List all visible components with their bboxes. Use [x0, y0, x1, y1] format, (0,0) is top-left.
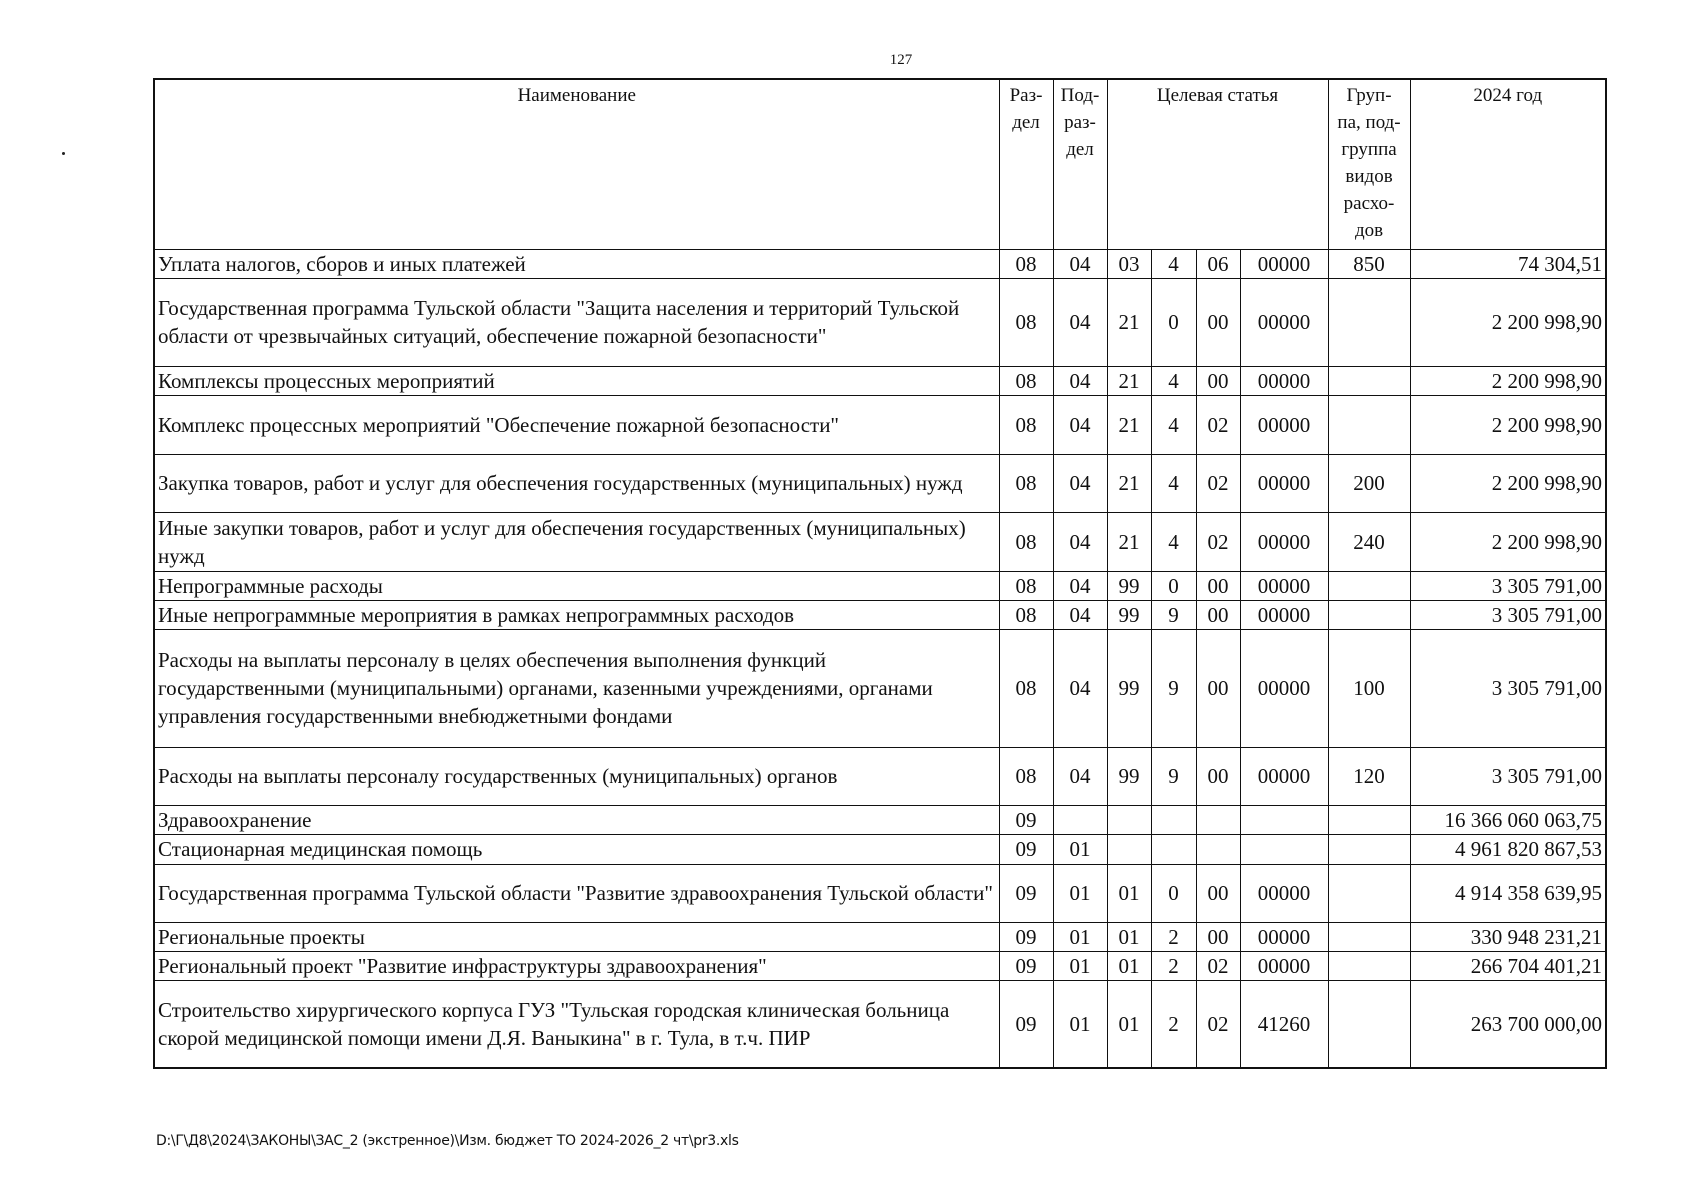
section-code: 09 [999, 951, 1053, 980]
event-code: 02 [1196, 512, 1240, 571]
subsection-code: 01 [1053, 864, 1107, 922]
table-row [154, 629, 1606, 747]
subsection-code: 04 [1053, 512, 1107, 571]
program-code: 21 [1107, 278, 1151, 366]
amount-2024: 3 305 791,00 [1410, 629, 1606, 747]
section-code: 08 [999, 512, 1053, 571]
program-code: 01 [1107, 864, 1151, 922]
row-name: Иные непрограммные мероприятия в рамках непрограммных расходов [154, 600, 999, 629]
event-code: 00 [1196, 600, 1240, 629]
program-code [1107, 805, 1151, 834]
row-name: Комплексы процессных мероприятий [154, 366, 999, 395]
row-name: Закупка товаров, работ и услуг для обеспечения государственных (муниципальных) нужд [154, 454, 999, 512]
direction-code: 00000 [1240, 747, 1328, 805]
table-row [154, 747, 1606, 805]
expense-group-code [1328, 600, 1410, 629]
section-code: 08 [999, 366, 1053, 395]
subsection-code: 04 [1053, 571, 1107, 600]
expense-group-code [1328, 922, 1410, 951]
direction-code: 41260 [1240, 980, 1328, 1068]
event-code: 02 [1196, 980, 1240, 1068]
header-subsection: Под- раз- дел [1053, 79, 1107, 249]
section-code: 09 [999, 980, 1053, 1068]
header-expense-group: Груп- па, под- группа видов расхо- дов [1328, 79, 1410, 249]
table-row [154, 395, 1606, 454]
table-row [154, 278, 1606, 366]
subprogram-code: 9 [1151, 747, 1196, 805]
subprogram-code: 0 [1151, 278, 1196, 366]
expense-group-code [1328, 980, 1410, 1068]
program-code: 01 [1107, 922, 1151, 951]
direction-code: 00000 [1240, 571, 1328, 600]
direction-code: 00000 [1240, 395, 1328, 454]
amount-2024: 4 914 358 639,95 [1410, 864, 1606, 922]
table-body [154, 249, 1606, 1068]
subsection-code: 04 [1053, 629, 1107, 747]
direction-code: 00000 [1240, 512, 1328, 571]
footer-file-path: D:\Г\Д8\2024\ЗАКОНЫ\ЗАС_2 (экстренное)\Изм. бюджет ТО 2024-2026_2 чт\pr3.xls [156, 1133, 739, 1149]
subsection-code: 01 [1053, 980, 1107, 1068]
event-code: 00 [1196, 629, 1240, 747]
event-code: 00 [1196, 922, 1240, 951]
subsection-code: 04 [1053, 366, 1107, 395]
table-row [154, 571, 1606, 600]
table-row [154, 366, 1606, 395]
header-name: Наименование [154, 79, 999, 249]
table-row [154, 951, 1606, 980]
amount-2024: 4 961 820 867,53 [1410, 834, 1606, 864]
program-code: 03 [1107, 249, 1151, 278]
section-code: 09 [999, 834, 1053, 864]
direction-code: 00000 [1240, 922, 1328, 951]
direction-code: 00000 [1240, 600, 1328, 629]
amount-2024: 330 948 231,21 [1410, 922, 1606, 951]
section-code: 08 [999, 454, 1053, 512]
amount-2024: 16 366 060 063,75 [1410, 805, 1606, 834]
subsection-code: 01 [1053, 834, 1107, 864]
section-code: 08 [999, 747, 1053, 805]
subsection-code: 04 [1053, 395, 1107, 454]
section-code: 08 [999, 249, 1053, 278]
subprogram-code: 9 [1151, 600, 1196, 629]
row-name: Стационарная медицинская помощь [154, 834, 999, 864]
row-name: Строительство хирургического корпуса ГУЗ "Тульская городская клиническая больница скорой медицинской помощи имени Д.Я. Ваныкина" в г. Тула, в т.ч. ПИР [154, 980, 999, 1068]
event-code: 00 [1196, 571, 1240, 600]
subprogram-code: 2 [1151, 980, 1196, 1068]
subprogram-code: 4 [1151, 395, 1196, 454]
table-row [154, 980, 1606, 1068]
expense-group-code: 240 [1328, 512, 1410, 571]
program-code: 21 [1107, 512, 1151, 571]
expense-group-code: 100 [1328, 629, 1410, 747]
amount-2024: 3 305 791,00 [1410, 571, 1606, 600]
subprogram-code: 2 [1151, 951, 1196, 980]
header-target-article: Целевая статья [1107, 79, 1328, 249]
expense-group-code [1328, 395, 1410, 454]
program-code: 01 [1107, 951, 1151, 980]
event-code: 00 [1196, 366, 1240, 395]
program-code: 99 [1107, 629, 1151, 747]
subsection-code: 04 [1053, 747, 1107, 805]
header-section: Раз- дел [999, 79, 1053, 249]
row-name: Непрограммные расходы [154, 571, 999, 600]
subsection-code: 01 [1053, 951, 1107, 980]
direction-code: 00000 [1240, 366, 1328, 395]
subprogram-code: 4 [1151, 454, 1196, 512]
subprogram-code: 0 [1151, 864, 1196, 922]
table-row [154, 922, 1606, 951]
row-name: Расходы на выплаты персоналу государственных (муниципальных) органов [154, 747, 999, 805]
subprogram-code [1151, 834, 1196, 864]
section-code: 09 [999, 864, 1053, 922]
table-row [154, 512, 1606, 571]
amount-2024: 263 700 000,00 [1410, 980, 1606, 1068]
row-name: Государственная программа Тульской области "Защита населения и территорий Тульской области от чрезвычайных ситуаций, обеспечение пожарной безопасности" [154, 278, 999, 366]
section-code: 08 [999, 395, 1053, 454]
section-code: 09 [999, 805, 1053, 834]
amount-2024: 266 704 401,21 [1410, 951, 1606, 980]
amount-2024: 2 200 998,90 [1410, 512, 1606, 571]
expense-group-code: 850 [1328, 249, 1410, 278]
row-name: Комплекс процессных мероприятий "Обеспечение пожарной безопасности" [154, 395, 999, 454]
direction-code: 00000 [1240, 454, 1328, 512]
section-code: 08 [999, 571, 1053, 600]
table-row [154, 454, 1606, 512]
subsection-code [1053, 805, 1107, 834]
amount-2024: 2 200 998,90 [1410, 454, 1606, 512]
direction-code: 00000 [1240, 249, 1328, 278]
expense-group-code [1328, 864, 1410, 922]
subsection-code: 04 [1053, 454, 1107, 512]
section-code: 08 [999, 629, 1053, 747]
amount-2024: 3 305 791,00 [1410, 747, 1606, 805]
expense-group-code [1328, 834, 1410, 864]
program-code: 01 [1107, 980, 1151, 1068]
subsection-code: 04 [1053, 278, 1107, 366]
row-name: Расходы на выплаты персоналу в целях обеспечения выполнения функций государственными (муниципальными) органами, казенными учреждениями, органами управления государственными внебюджетными фондами [154, 629, 999, 747]
amount-2024: 2 200 998,90 [1410, 395, 1606, 454]
table-row [154, 600, 1606, 629]
table-row [154, 864, 1606, 922]
section-code: 08 [999, 600, 1053, 629]
direction-code: 00000 [1240, 629, 1328, 747]
row-name: Региональные проекты [154, 922, 999, 951]
event-code [1196, 834, 1240, 864]
section-code: 08 [999, 278, 1053, 366]
event-code: 00 [1196, 864, 1240, 922]
expense-group-code [1328, 805, 1410, 834]
event-code: 00 [1196, 747, 1240, 805]
budget-table [153, 78, 1607, 1069]
program-code: 99 [1107, 600, 1151, 629]
expense-group-code: 120 [1328, 747, 1410, 805]
direction-code: 00000 [1240, 864, 1328, 922]
amount-2024: 2 200 998,90 [1410, 366, 1606, 395]
expense-group-code [1328, 951, 1410, 980]
direction-code [1240, 805, 1328, 834]
subprogram-code: 4 [1151, 366, 1196, 395]
event-code [1196, 805, 1240, 834]
program-code: 21 [1107, 366, 1151, 395]
program-code: 21 [1107, 454, 1151, 512]
program-code [1107, 834, 1151, 864]
direction-code: 00000 [1240, 278, 1328, 366]
event-code: 00 [1196, 278, 1240, 366]
expense-group-code: 200 [1328, 454, 1410, 512]
row-name: Здравоохранение [154, 805, 999, 834]
amount-2024: 74 304,51 [1410, 249, 1606, 278]
subsection-code: 01 [1053, 922, 1107, 951]
event-code: 02 [1196, 395, 1240, 454]
subprogram-code: 4 [1151, 512, 1196, 571]
page-number: 127 [889, 52, 913, 68]
row-name: Государственная программа Тульской области "Развитие здравоохранения Тульской области" [154, 864, 999, 922]
event-code: 06 [1196, 249, 1240, 278]
expense-group-code [1328, 366, 1410, 395]
amount-2024: 3 305 791,00 [1410, 600, 1606, 629]
program-code: 99 [1107, 571, 1151, 600]
program-code: 99 [1107, 747, 1151, 805]
expense-group-code [1328, 278, 1410, 366]
subprogram-code: 0 [1151, 571, 1196, 600]
event-code: 02 [1196, 454, 1240, 512]
row-name: Уплата налогов, сборов и иных платежей [154, 249, 999, 278]
amount-2024: 2 200 998,90 [1410, 278, 1606, 366]
row-name: Иные закупки товаров, работ и услуг для обеспечения государственных (муниципальных) нужд [154, 512, 999, 571]
subprogram-code: 4 [1151, 249, 1196, 278]
direction-code: 00000 [1240, 951, 1328, 980]
event-code: 02 [1196, 951, 1240, 980]
table-header-row [154, 79, 1606, 249]
subprogram-code [1151, 805, 1196, 834]
subprogram-code: 2 [1151, 922, 1196, 951]
subprogram-code: 9 [1151, 629, 1196, 747]
subsection-code: 04 [1053, 600, 1107, 629]
header-year: 2024 год [1410, 79, 1606, 249]
table-row [154, 834, 1606, 864]
program-code: 21 [1107, 395, 1151, 454]
section-code: 09 [999, 922, 1053, 951]
subsection-code: 04 [1053, 249, 1107, 278]
expense-group-code [1328, 571, 1410, 600]
table-row [154, 805, 1606, 834]
margin-mark [62, 152, 65, 155]
table-row [154, 249, 1606, 278]
row-name: Региональный проект "Развитие инфраструктуры здравоохранения" [154, 951, 999, 980]
direction-code [1240, 834, 1328, 864]
